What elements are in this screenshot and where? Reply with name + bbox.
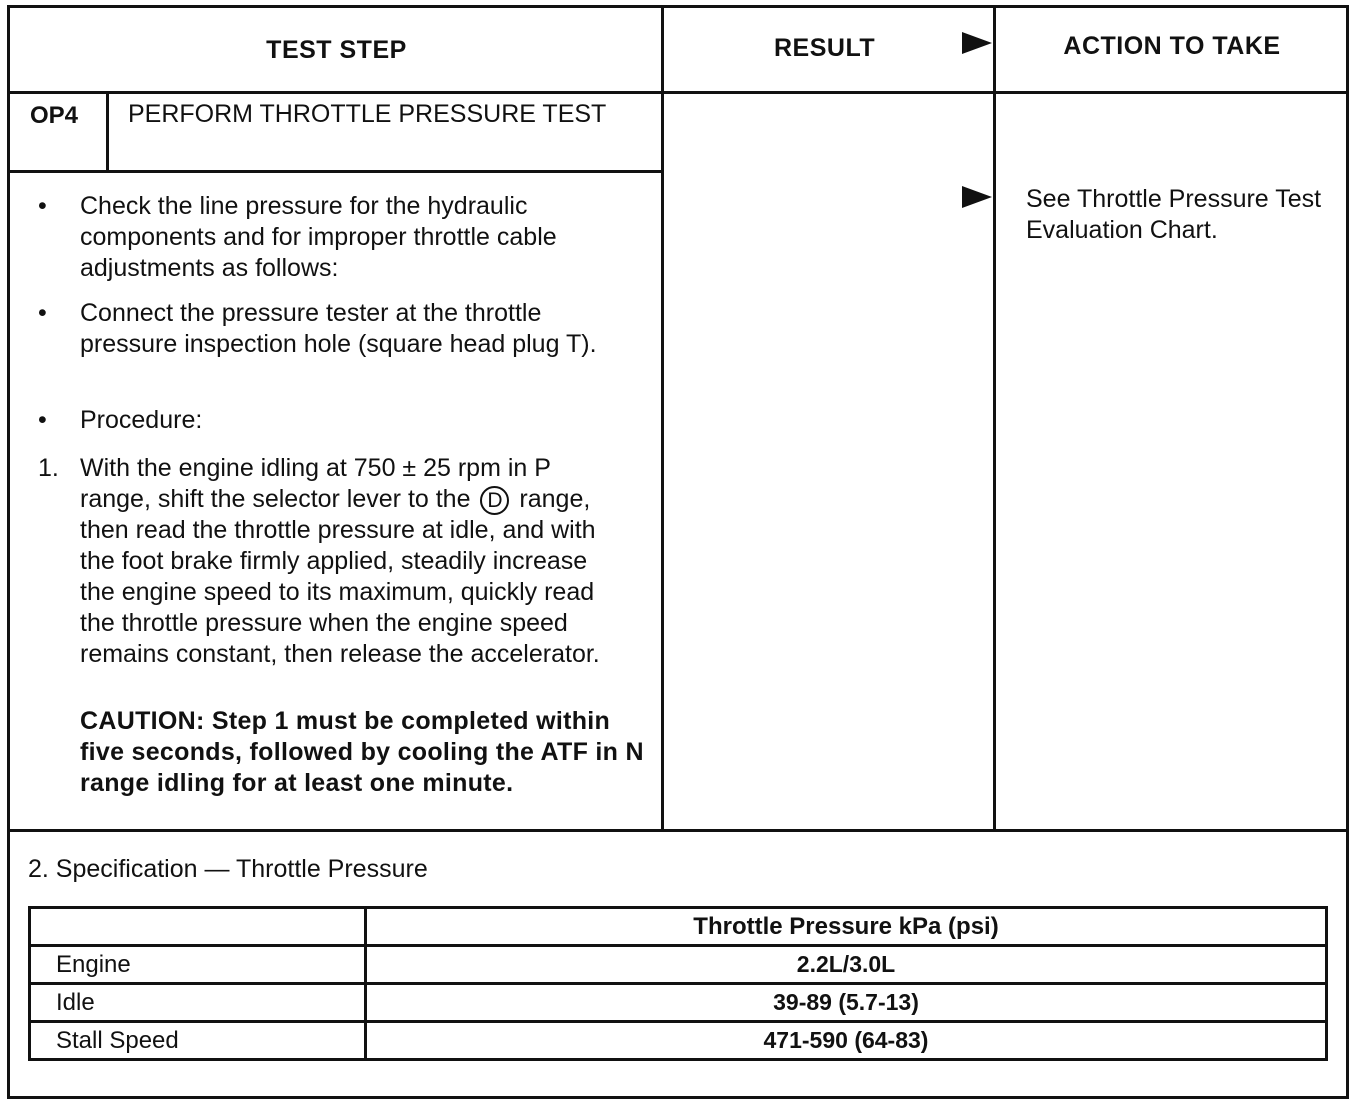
- spec-row-label: Stall Speed: [30, 1022, 366, 1060]
- spec-column-header: Throttle Pressure kPa (psi): [366, 908, 1327, 946]
- spec-row-value: 39-89 (5.7-13): [366, 984, 1327, 1022]
- procedure-number: 1.: [38, 454, 59, 482]
- spec-row-value: 471-590 (64-83): [366, 1022, 1327, 1060]
- table-row: [30, 946, 1327, 984]
- circled-d-icon: D: [480, 486, 509, 515]
- bullet-icon: •: [38, 299, 47, 327]
- spec-header-empty: [30, 908, 366, 946]
- test-procedure-page: [7, 5, 1349, 1099]
- bullet-text: Check the line pressure for the hydraulic components and for improper throttle cable adjustments as follows:: [80, 192, 557, 282]
- procedure-text-before: With the engine idling at 750 ± 25 rpm in P range, shift the selector lever to the: [80, 454, 551, 513]
- header-arrow-icon: [962, 32, 992, 54]
- table-row: [30, 984, 1327, 1022]
- header-test-step: TEST STEP: [266, 36, 407, 64]
- table-row: [30, 1022, 1327, 1060]
- caution-note: CAUTION: Step 1 must be completed within five seconds, followed by cooling the ATF in N range idling for at least one minute.: [80, 707, 644, 797]
- spec-row-label: Idle: [30, 984, 366, 1022]
- spec-divider: [10, 829, 1349, 832]
- col-divider-1: [661, 8, 664, 831]
- spec-title: 2. Specification — Throttle Pressure: [28, 855, 428, 883]
- header-result: RESULT: [774, 34, 876, 62]
- spec-row-label: Engine: [30, 946, 366, 984]
- step-code: OP4: [30, 102, 79, 129]
- bullet-icon: •: [38, 192, 47, 220]
- bullet-text: Connect the pressure tester at the throttle pressure inspection hole (square head plug T).: [80, 299, 597, 358]
- step-title-divider: [10, 170, 663, 173]
- action-arrow-icon: [962, 186, 992, 208]
- bullet-text: Procedure:: [80, 406, 203, 434]
- spec-table: [28, 906, 1328, 1061]
- procedure-text-after: range, then read the throttle pressure at idle, and with the foot brake firmly applied, steadily increase the engine speed to its maximum, quickly read the throttle pressure when the engine speed remains constant, then release the accelerator.: [80, 485, 600, 668]
- col-divider-2: [993, 8, 996, 831]
- step-code-divider: [106, 92, 109, 172]
- action-text: See Throttle Pressure Test Evaluation Chart.: [1026, 185, 1322, 244]
- spec-row-value: 2.2L/3.0L: [366, 946, 1327, 984]
- table-row: [30, 908, 1327, 946]
- header-divider: [10, 91, 1349, 94]
- bullet-icon: •: [38, 406, 47, 434]
- step-title: PERFORM THROTTLE PRESSURE TEST: [128, 100, 607, 128]
- procedure-text: [80, 453, 628, 670]
- header-action: ACTION TO TAKE: [1063, 32, 1281, 60]
